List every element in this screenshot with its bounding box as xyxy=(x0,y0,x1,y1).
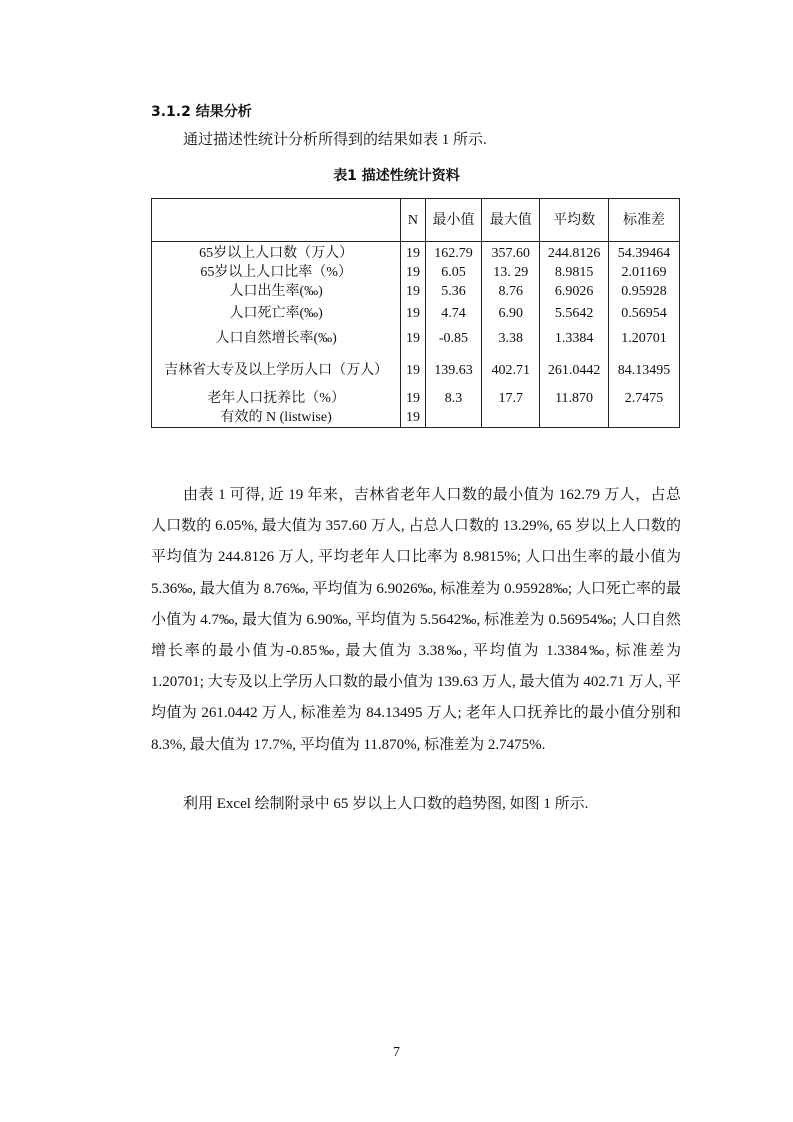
table-caption: 表1 描述性统计资料 xyxy=(333,168,460,184)
row-label: 人口死亡率(‰) xyxy=(152,301,401,326)
row-label: 65岁以上人口数（万人） xyxy=(152,242,401,264)
cell-n: 19 xyxy=(401,326,425,351)
table-row xyxy=(152,263,680,282)
cell-max: 13. 29 xyxy=(482,263,540,282)
table-row xyxy=(152,282,680,301)
header-cell-n: N xyxy=(401,199,425,242)
header-cell-mean: 平均数 xyxy=(540,199,609,242)
cell-min: 139.63 xyxy=(425,351,482,389)
cell-mean: 6.9026 xyxy=(540,282,609,301)
cell-std: 0.95928 xyxy=(609,282,680,301)
page-number: 7 xyxy=(393,1045,400,1060)
table-row xyxy=(152,351,680,389)
cell-max: 402.71 xyxy=(482,351,540,389)
cell-n: 19 xyxy=(401,242,425,264)
table-header-row xyxy=(152,199,680,242)
cell-mean xyxy=(540,408,609,428)
row-label: 吉林省大专及以上学历人口（万人） xyxy=(152,351,401,389)
cell-mean: 11.870 xyxy=(540,389,609,408)
row-label: 有效的 N (listwise) xyxy=(152,408,401,428)
analysis-paragraph: 由表 1 可得, 近 19 年来，吉林省老年人口数的最小值为 162.79 万人，占总人口数的 6.05%, 最大值为 357.60 万人, 占总人口数的 13.29%, 65 岁以上人口数的平均值为 244.8126 万人, 平均老年人口比率为 8.9815%; 人口出生率的最小值为 5.36‰, 最大值为 8.76‰, 平均值为 6.9026‰, 标准差为 0.95928‰; 人口死亡率的最小值为 4.7‰, 最大值为 6.90‰, 平均值为 5.5642‰, 标准差为 0.56954‰; 人口自然增长率的最小值为-0.85‰, 最大值为 3.38‰, 平均值为 1.3384‰, 标准差为 1.20701; 大专及以上学历人口数的最小值为 139.63 万人, 最大值为 402.71 万人, 平均值为 261.0442 万人, 标准差为 84.13495 万人; 老年人口抚养比的最小值分别和 8.3%, 最大值为 17.7%, 平均值为 11.870%, 标准差为 2.7475%. xyxy=(151,487,681,753)
row-label: 人口出生率(‰) xyxy=(152,282,401,301)
cell-n: 19 xyxy=(401,351,425,389)
cell-n: 19 xyxy=(401,263,425,282)
descriptive-statistics-table xyxy=(151,198,680,428)
cell-min: 6.05 xyxy=(425,263,482,282)
cell-mean: 5.5642 xyxy=(540,301,609,326)
cell-max: 357.60 xyxy=(482,242,540,264)
cell-max xyxy=(482,408,540,428)
cell-mean: 8.9815 xyxy=(540,263,609,282)
cell-max: 3.38 xyxy=(482,326,540,351)
cell-std: 2.01169 xyxy=(609,263,680,282)
cell-std: 84.13495 xyxy=(609,351,680,389)
cell-max: 17.7 xyxy=(482,389,540,408)
cell-min xyxy=(425,408,482,428)
cell-max: 6.90 xyxy=(482,301,540,326)
cell-n: 19 xyxy=(401,389,425,408)
row-label: 老年人口抚养比（%） xyxy=(152,389,401,408)
cell-min: 5.36 xyxy=(425,282,482,301)
cell-min: 162.79 xyxy=(425,242,482,264)
cell-mean: 244.8126 xyxy=(540,242,609,264)
section-heading: 3.1.2 结果分析 xyxy=(151,104,252,120)
table-row xyxy=(152,242,680,264)
cell-std: 1.20701 xyxy=(609,326,680,351)
cell-n: 19 xyxy=(401,408,425,428)
closing-paragraph: 利用 Excel 绘制附录中 65 岁以上人口数的趋势图, 如图 1 所示. xyxy=(183,796,589,812)
cell-n: 19 xyxy=(401,301,425,326)
cell-min: 4.74 xyxy=(425,301,482,326)
header-cell-min: 最小值 xyxy=(425,199,482,242)
cell-std: 54.39464 xyxy=(609,242,680,264)
cell-mean: 1.3384 xyxy=(540,326,609,351)
header-cell-std: 标准差 xyxy=(609,199,680,242)
cell-min: 8.3 xyxy=(425,389,482,408)
table-row xyxy=(152,389,680,408)
cell-mean: 261.0442 xyxy=(540,351,609,389)
row-label: 人口自然增长率(‰) xyxy=(152,326,401,351)
cell-n: 19 xyxy=(401,282,425,301)
row-label: 65岁以上人口比率（%） xyxy=(152,263,401,282)
cell-min: -0.85 xyxy=(425,326,482,351)
table-row xyxy=(152,301,680,326)
header-cell-max: 最大值 xyxy=(482,199,540,242)
table-row xyxy=(152,408,680,428)
cell-std xyxy=(609,408,680,428)
cell-std: 0.56954 xyxy=(609,301,680,326)
cell-max: 8.76 xyxy=(482,282,540,301)
header-cell-label xyxy=(152,199,401,242)
intro-paragraph: 通过描述性统计分析所得到的结果如表 1 所示. xyxy=(183,132,487,148)
table-row xyxy=(152,326,680,351)
cell-std: 2.7475 xyxy=(609,389,680,408)
